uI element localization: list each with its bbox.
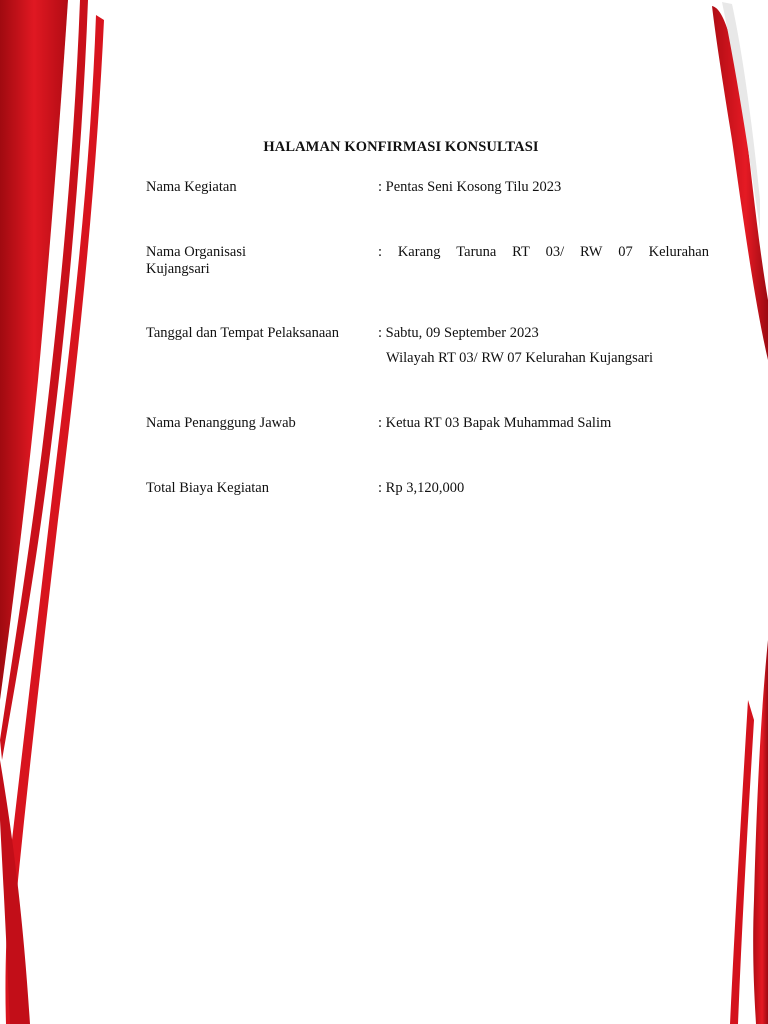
tanggal-value: : Sabtu, 09 September 2023	[378, 325, 539, 341]
total-biaya-value: : Rp 3,120,000	[378, 480, 465, 496]
nama-organisasi-word: 03/	[545, 244, 565, 260]
nama-organisasi-word: RT	[512, 244, 530, 260]
total-biaya-label: Total Biaya Kegiatan	[146, 480, 269, 496]
nama-kegiatan-label: Nama Kegiatan	[146, 179, 237, 195]
nama-organisasi-continuation: Kujangsari	[146, 261, 210, 277]
nama-kegiatan-value: : Pentas Seni Kosong Tilu 2023	[378, 179, 562, 195]
nama-organisasi-label: Nama Organisasi	[146, 244, 246, 260]
penanggung-jawab-label: Nama Penanggung Jawab	[146, 415, 296, 431]
page-title: HALAMAN KONFIRMASI KONSULTASI	[263, 139, 539, 155]
tempat-value: Wilayah RT 03/ RW 07 Kelurahan Kujangsari	[386, 350, 654, 366]
nama-organisasi-word: :	[378, 244, 383, 260]
penanggung-jawab-value: : Ketua RT 03 Bapak Muhammad Salim	[378, 415, 612, 431]
nama-organisasi-word: Karang	[397, 244, 441, 260]
nama-organisasi-word: RW	[579, 244, 603, 260]
nama-organisasi-value	[378, 244, 709, 261]
nama-organisasi-word: Kelurahan	[648, 244, 709, 260]
nama-organisasi-word: 07	[618, 244, 633, 260]
nama-organisasi-word: Taruna	[456, 244, 497, 260]
tanggal-tempat-label: Tanggal dan Tempat Pelaksanaan	[146, 325, 339, 341]
